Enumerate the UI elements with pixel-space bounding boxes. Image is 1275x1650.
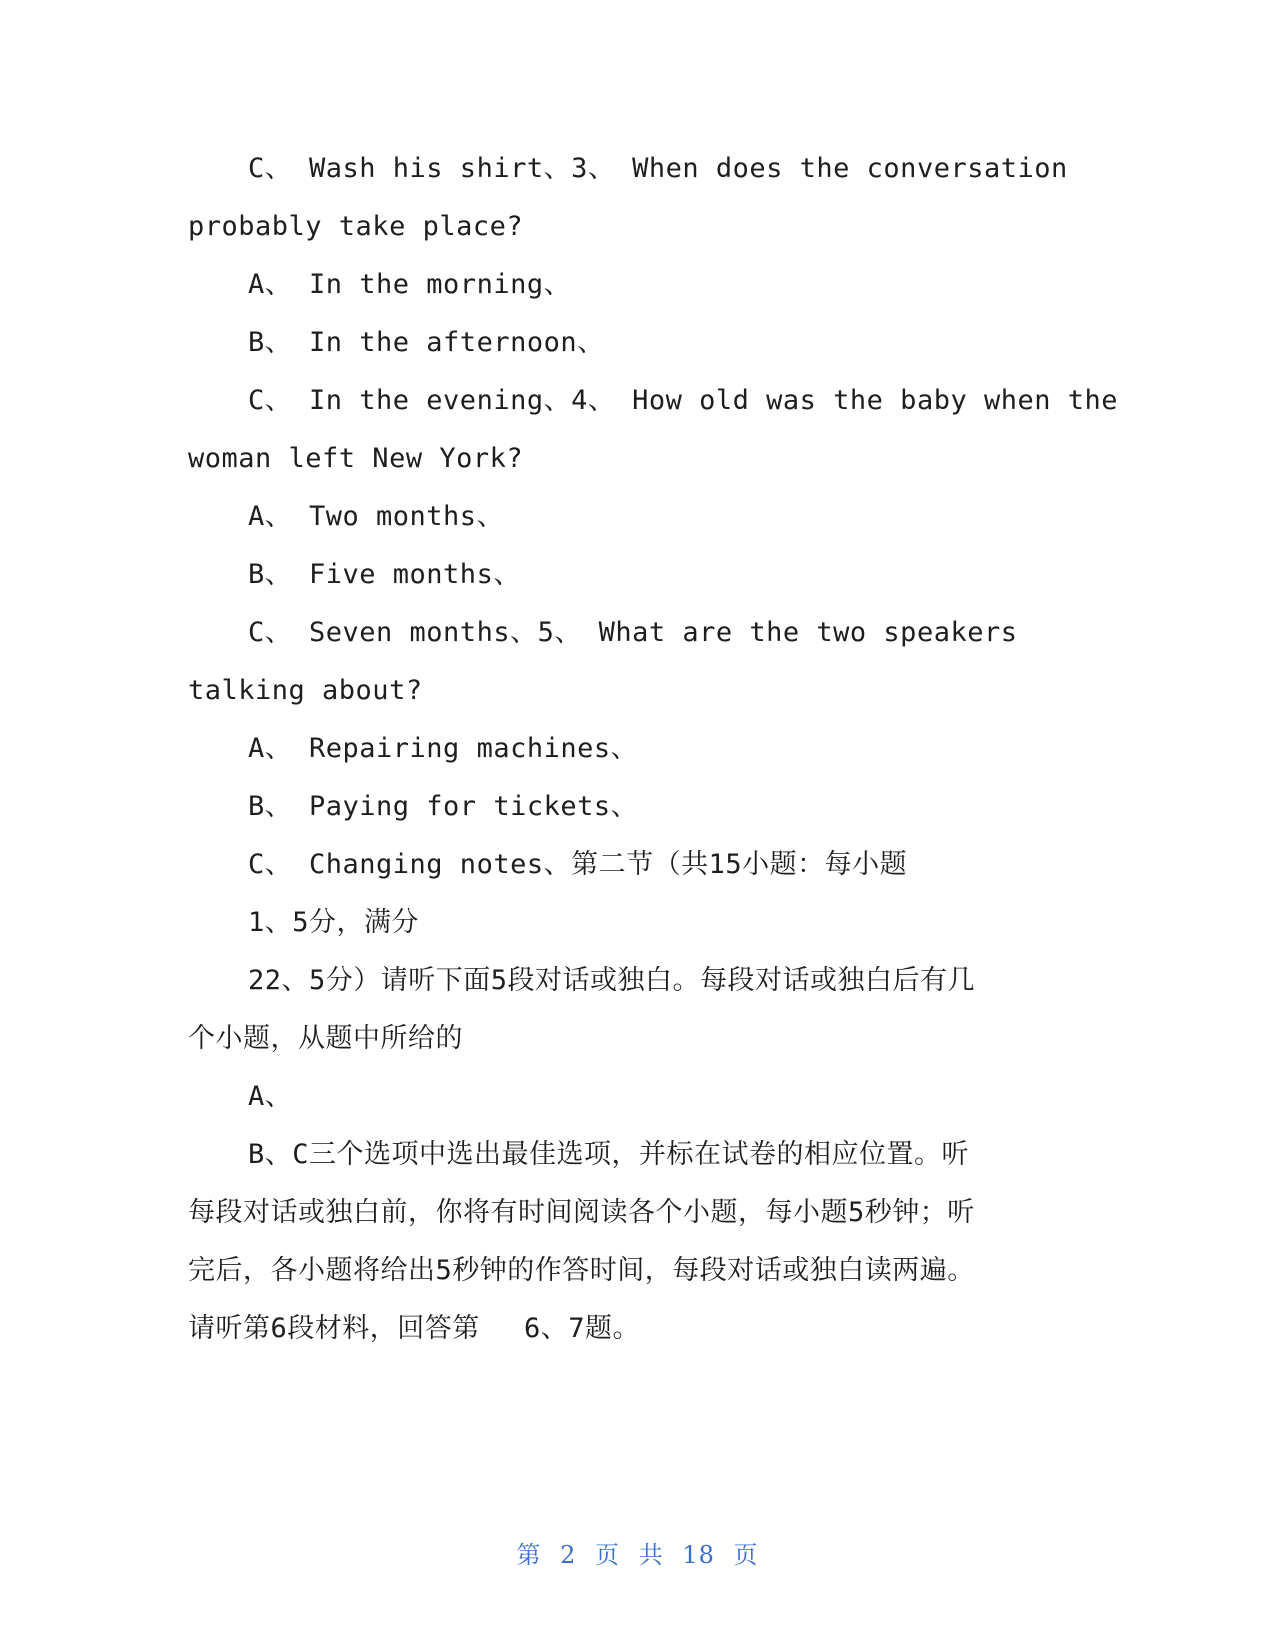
text-line: probably take place? bbox=[188, 211, 524, 242]
text-line: talking about? bbox=[188, 675, 423, 706]
footer-di: 第 bbox=[516, 1541, 542, 1569]
page-footer bbox=[0, 1535, 1275, 1570]
text-line: B、 Paying for tickets、 bbox=[248, 791, 639, 822]
text-line: 每段对话或独白前，你将有时间阅读各个小题，每小题5秒钟；听 bbox=[188, 1197, 975, 1228]
text-line: A、 bbox=[248, 1081, 293, 1112]
text-line: 请听第6段材料，回答第 6、7题。 bbox=[188, 1313, 641, 1344]
text-line: C、 In the evening、4、 How old was the baby when the bbox=[248, 385, 1119, 416]
total-pages-number: 18 bbox=[682, 1541, 715, 1569]
text-line: 完后，各小题将给出5秒钟的作答时间，每段对话或独白读两遍。 bbox=[188, 1255, 975, 1286]
text-line: C、 Seven months、5、 What are the two speakers bbox=[248, 617, 1018, 648]
text-line: A、 Repairing machines、 bbox=[248, 733, 639, 764]
text-line: 个小题，从题中所给的 bbox=[188, 1023, 463, 1054]
footer-gong: 共 bbox=[638, 1541, 664, 1569]
text-line: C、 Wash his shirt、3、 When does the conversation bbox=[248, 153, 1068, 184]
text-line: B、C三个选项中选出最佳选项，并标在试卷的相应位置。听 bbox=[248, 1139, 970, 1170]
text-line: 1、5分，满分 bbox=[248, 907, 420, 938]
current-page-number: 2 bbox=[560, 1541, 577, 1569]
text-line: C、 Changing notes、第二节（共15小题：每小题 bbox=[248, 849, 908, 880]
text-line: 22、5分）请听下面5段对话或独白。每段对话或独白后有几 bbox=[248, 965, 976, 996]
text-line: B、 Five months、 bbox=[248, 559, 521, 590]
text-line: A、 Two months、 bbox=[248, 501, 505, 532]
text-line: B、 In the afternoon、 bbox=[248, 327, 605, 358]
text-line: woman left New York? bbox=[188, 443, 524, 474]
text-line: A、 In the morning、 bbox=[248, 269, 572, 300]
footer-ye-2: 页 bbox=[733, 1541, 759, 1569]
footer-ye: 页 bbox=[595, 1541, 621, 1569]
